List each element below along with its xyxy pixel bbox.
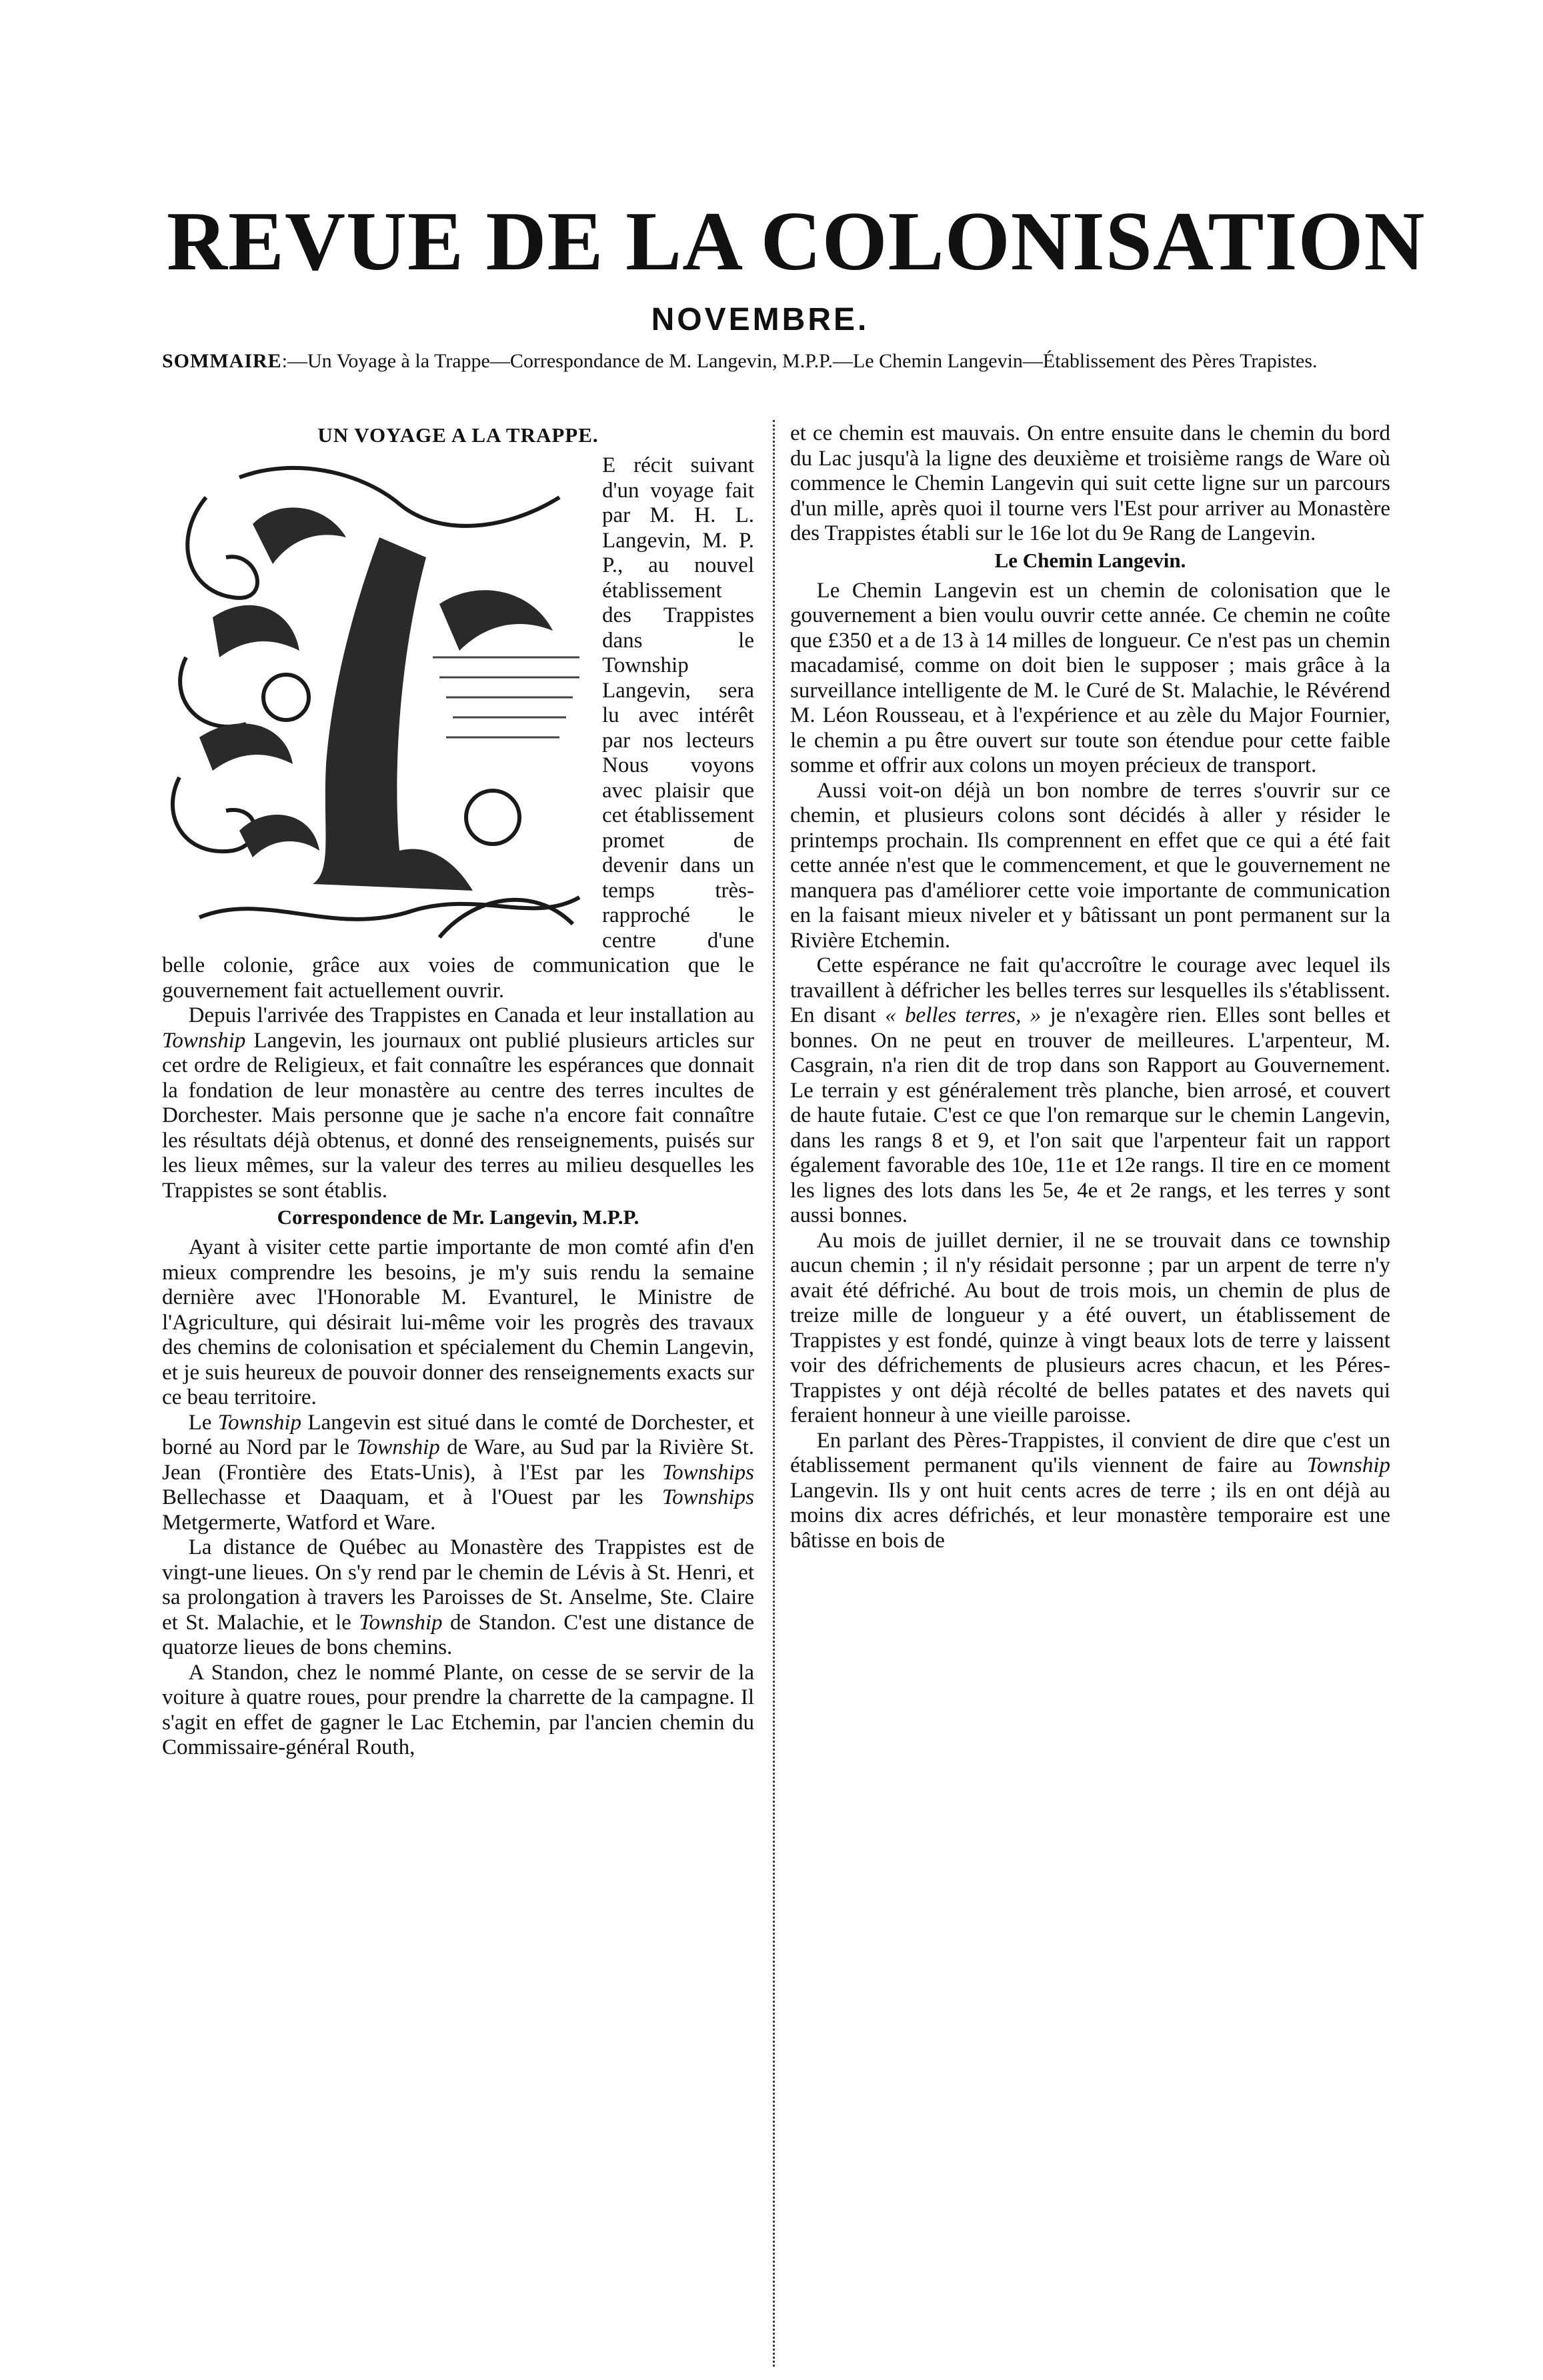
paragraph: [162, 1411, 754, 1536]
italic-term: Township: [217, 1410, 302, 1435]
paragraph-text: Langevin. Ils y ont huit cents acres de terre ; ils en ont déjà au moins dix acres défrichés, et leur monastère temporaire est une bâtisse en bois de: [790, 1478, 1390, 1553]
issue-month: NOVEMBRE.: [651, 302, 870, 337]
article-heading: UN VOYAGE A LA TRAPPE.: [317, 423, 599, 447]
paragraph-text: je n'exagère rien. Elles sont belles et bonnes. On ne peut en trouver de meilleures. L'arpenteur, M. Casgrain, n'a rien dit de trop dans son Rapport au Gouvernement. Le terrain y est généralement très planche, bien arrosé, et couvert de haute futaie. C'est ce que l'on remarque sur le chemin Langevin, dans les rangs 8 et 9, et l'on sait que l'arpenteur fait un rapport également favorable des 10e, 11e et 12e rangs. Il tire en ce moment les lignes des lots dans les 5e, 4e et 2e rangs, et les terres y sont aussi bonnes.: [790, 1003, 1390, 1227]
italic-term: « belles terres, »: [885, 1003, 1042, 1027]
paragraph: [162, 1535, 754, 1661]
paragraph: A Standon, chez le nommé Plante, on cesse de se servir de la voiture à quatre roues, pour prendre la charrette de la campagne. Il s'agit en effet de gagner le Lac Etchemin, par l'ancien chemin du Commissaire-général Routh,: [162, 1660, 754, 1759]
column-divider: [773, 420, 775, 2367]
paragraph: Au mois de juillet dernier, il ne se trouvait dans ce township aucun chemin ; il n'y résidait personne ; par un arpent de terre n'y avait été défriché. Au bout de trois mois, un chemin de plus de treize mille de longueur y a été ouvert, un établissement de Trappistes y est fondé, quinze à vingt beaux lots de terre y laissent voir des défrichements de plusieurs acres chacun, et les Péres-Trappistes y ont déjà récolté de belles patates et des navets qui feraient honneur à une vieille paroisse.: [790, 1228, 1390, 1427]
italic-term: Township: [359, 1610, 443, 1635]
paragraph: et ce chemin est mauvais. On entre ensuite dans le chemin du bord du Lac jusqu'à la ligne des deuxième et troisième rangs de Ware où commence le Chemin Langevin qui suit cette ligne sur un parcours d'un mille, après quoi il tourne vers l'Est pour arriver au Monastère des Trappistes établi sur le 16e lot du 9e Rang de Langevin.: [790, 421, 1390, 545]
summary-label: SOMMAIRE: [162, 350, 282, 372]
paragraph: [790, 1429, 1390, 1554]
italic-term: Townships: [661, 1460, 754, 1485]
italic-term: Townships: [661, 1485, 754, 1509]
paragraph-text: E récit suivant d'un voyage fait par M. H. L. Langevin, M. P. P., au nouvel établissement des Trappistes dans le Township Langevin, sera lu avec intérêt par nos lecteurs Nous voyons avec plaisir que cet établissement promet de devenir dans un temps très-rapproché le centre d'une belle colonie, grâce aux voies de communication que le gouvernement fait actuellement ouvrir.: [162, 453, 754, 1003]
paragraph-text: La distance de Québec au Monastère des Trappistes est de vingt-une lieues. On s'y rend par le chemin de Lévis à St. Henri, et sa prolongation à travers les Paroisses de St. Anselme, Ste. Claire et St. Malachie, et le: [162, 1535, 754, 1635]
right-column: [790, 421, 1390, 1553]
paragraph: [162, 1003, 754, 1203]
section-heading: Le Chemin Langevin.: [994, 548, 1186, 572]
italic-term: Township: [1306, 1453, 1390, 1477]
paragraph-text: Depuis l'arrivée des Trappistes en Canada et leur installation au: [188, 1003, 754, 1027]
paragraph-text: Bellechasse et Daaquam, et à l'Ouest par les: [162, 1485, 662, 1509]
ornamental-dropcap-icon: [159, 457, 586, 951]
section-heading: Correspondence de Mr. Langevin, M.P.P.: [277, 1205, 639, 1229]
paragraph-text: Metgermerte, Watford et Ware.: [162, 1510, 436, 1535]
paragraph: Ayant à visiter cette partie importante de mon comté afin d'en mieux comprendre les besoins, je m'y suis rendu la semaine dernière avec l'Honorable M. Evanturel, le Ministre de l'Agriculture, qui désirait lui-même voir les progrès des travaux des chemins de colonisation et spécialement du Chemin Langevin, et je suis heureux de pouvoir donner des renseignements exacts sur ce beau territoire.: [162, 1235, 754, 1409]
paragraph-text: de Ware, au Sud par la Rivière St. Jean (Frontière des Etats-Unis), à l'Est par les: [162, 1435, 754, 1485]
italic-term: Township: [162, 1028, 246, 1053]
paragraph: [790, 953, 1390, 1229]
masthead-title: REVUE DE LA COLONISATION: [167, 195, 1426, 288]
paragraph-text: Cette espérance ne fait qu'accroître le courage avec lequel ils travaillent à défricher les belles terres sur lesquelles ils s'établissent. En disant: [790, 953, 1390, 1027]
left-column: [162, 421, 754, 1761]
paragraph: Le Chemin Langevin est un chemin de colonisation que le gouvernement a bien voulu ouvrir cette année. Ce chemin ne coûte que £350 et a de 13 à 14 milles de longueur. Ce n'est pas un chemin macadamisé, comme on doit bien le supposer ; mais grâce à la surveillance intelligente de M. le Curé de St. Malachie, le Révérend M. Léon Rousseau, et à l'expérience et au zèle du Major Fournier, le chemin a pu être ouvert sur toute son étendue pour cette faible somme et offrir aux colons un moyen précieux de transport.: [790, 578, 1390, 777]
paragraph: Aussi voit-on déjà un bon nombre de terres s'ouvrir sur ce chemin, et plusieurs colons sont décidés à aller y résider le printemps prochain. Ils comprennent en effet que ce qui a été fait cette année n'est que le commencement, et que le gouvernement ne manquera pas d'améliorer cette voie importante de communication en la faisant mieux niveler et y bâtissant un pont permanent sur la Rivière Etchemin.: [790, 778, 1390, 953]
paragraph-text: En parlant des Pères-Trappistes, il convient de dire que c'est un établissement permanent qu'ils viennent de faire au: [790, 1428, 1390, 1477]
paragraph-text: Langevin, les journaux ont publié plusieurs articles sur cet ordre de Religieux, et fait connaître les espérances que donnait la fondation de leur monastère au centre des terres incultes de Dorchester. Mais personne que je sache n'a encore fait connaître les résultats déjà obtenus, et donné des renseignements, puisés sur les lieux mêmes, sur la valeur des terres au milieu desquelles les Trappistes se sont établis.: [162, 1028, 754, 1203]
paragraph-text: Langevin est situé dans le comté de Dorchester, et borné au Nord par le: [162, 1410, 754, 1459]
paragraph-text: Le: [188, 1410, 218, 1435]
italic-term: Township: [356, 1435, 440, 1459]
paragraph-text: de Standon. C'est une distance de quatorze lieues de bons chemins.: [162, 1610, 754, 1659]
summary-line: [162, 350, 1389, 373]
summary-text: :—Un Voyage à la Trappe—Correspondance de M. Langevin, M.P.P.—Le Chemin Langevin—Établissement des Pères Trapistes.: [281, 350, 1318, 372]
